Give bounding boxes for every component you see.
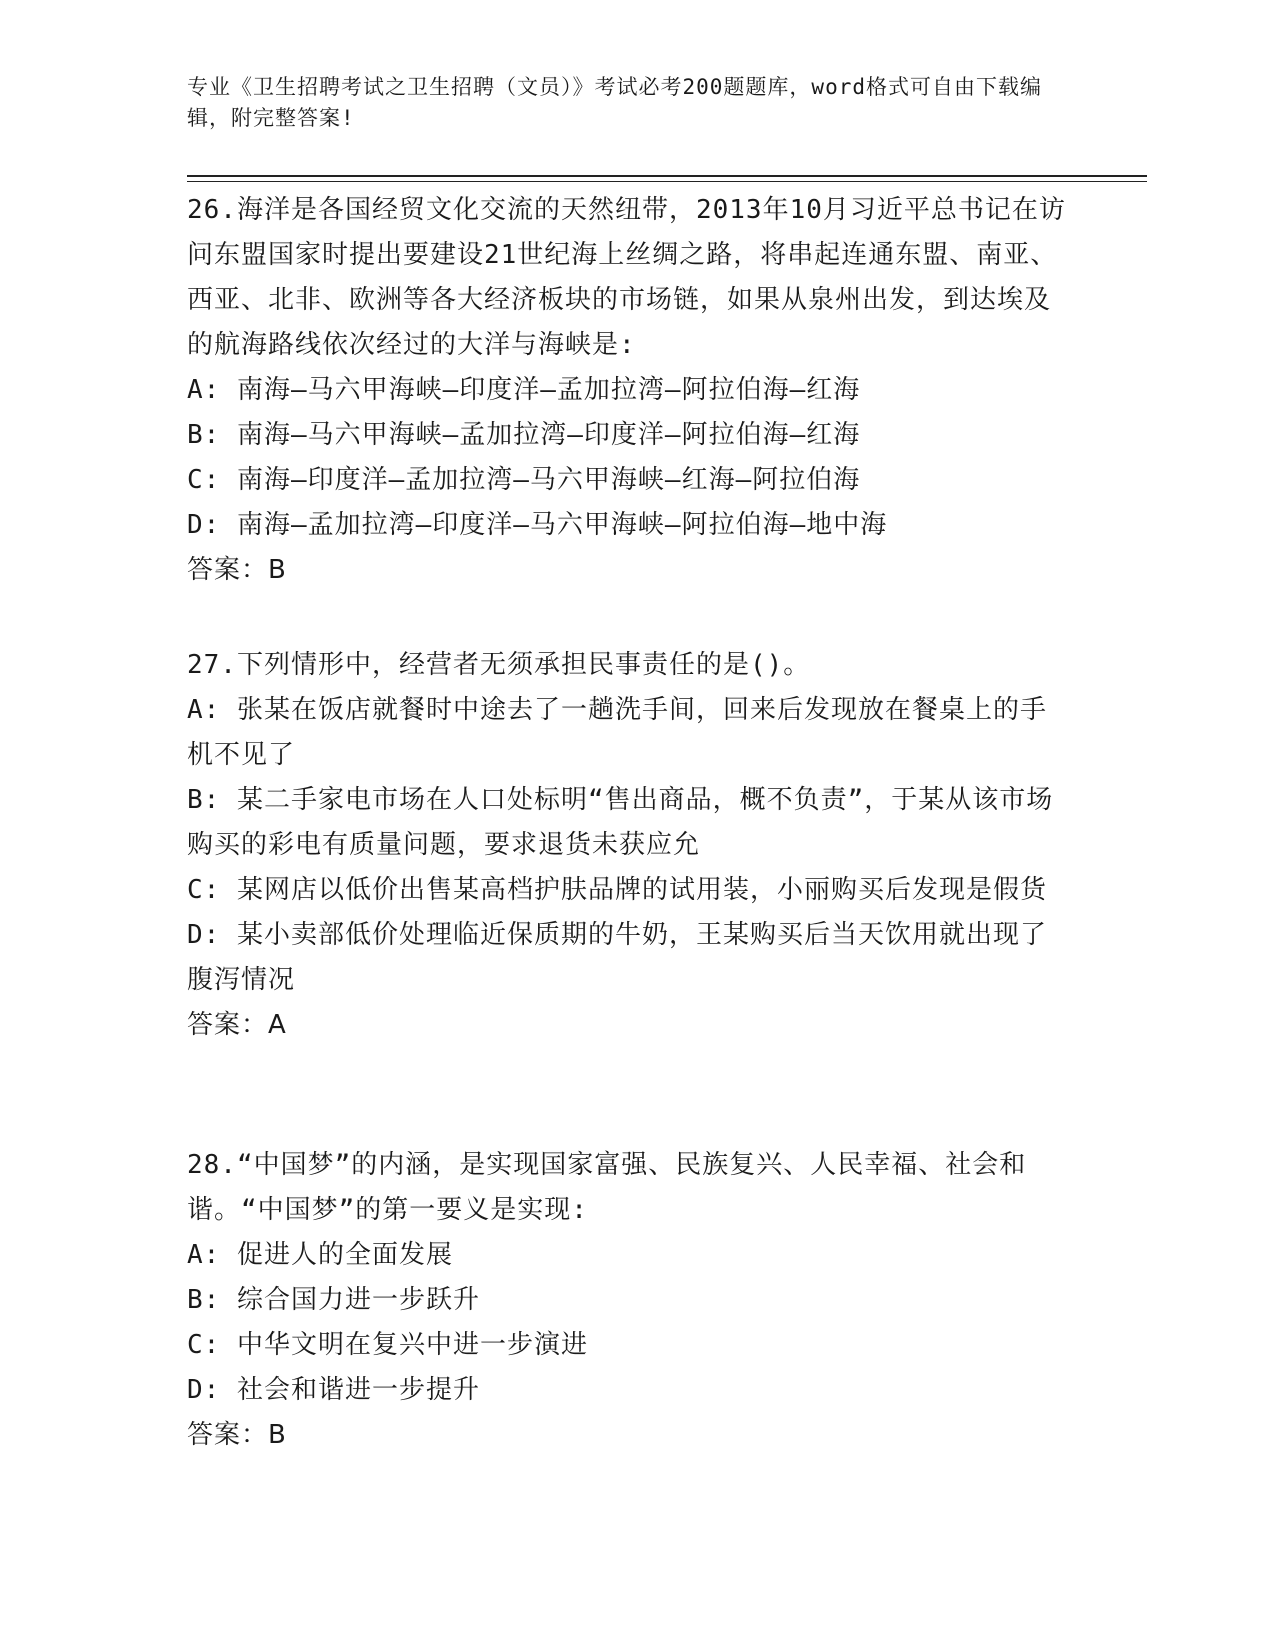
option-a: A: 张某在饭店就餐时中途去了一趟洗手间，回来后发现放在餐桌上的手机不见了 — [187, 695, 1047, 770]
question-27 — [187, 643, 1067, 1048]
option-a: A: 促进人的全面发展 — [187, 1240, 453, 1270]
option-c: C: 南海—印度洋—孟加拉湾—马六甲海峡—红海—阿拉伯海 — [187, 465, 861, 495]
option-d: D: 南海—孟加拉湾—印度洋—马六甲海峡—阿拉伯海—地中海 — [187, 510, 888, 540]
option-c: C: 某网店以低价出售某高档护肤品牌的试用装，小丽购买后发现是假货 — [187, 875, 1047, 905]
question-28 — [187, 1143, 1067, 1458]
answer: 答案：B — [187, 1420, 287, 1450]
option-b: B: 某二手家电市场在人口处标明“售出商品，概不负责”，于某从该市场购买的彩电有质量问题，要求退货未获应允 — [187, 785, 1054, 860]
document-header — [187, 72, 1067, 134]
option-a: A: 南海—马六甲海峡—印度洋—孟加拉湾—阿拉伯海—红海 — [187, 375, 861, 405]
header-text: 专业《卫生招聘考试之卫生招聘（文员）》考试必考200题题库，word格式可自由下载编辑，附完整答案! — [187, 75, 1042, 130]
question-stem: 27.下列情形中，经营者无须承担民事责任的是()。 — [187, 650, 811, 680]
question-stem: 28.“中国梦”的内涵，是实现国家富强、民族复兴、人民幸福、社会和谐。“中国梦”的第一要义是实现: — [187, 1150, 1027, 1225]
option-b: B: 综合国力进一步跃升 — [187, 1285, 480, 1315]
option-d: D: 社会和谐进一步提升 — [187, 1375, 480, 1405]
option-c: C: 中华文明在复兴中进一步演进 — [187, 1330, 588, 1360]
question-26 — [187, 188, 1067, 593]
question-stem: 26.海洋是各国经贸文化交流的天然纽带，2013年10月习近平总书记在访问东盟国家时提出要建设21世纪海上丝绸之路，将串起连通东盟、南亚、西亚、北非、欧洲等各大经济板块的市场链，如果从泉州出发，到达埃及的航海路线依次经过的大洋与海峡是: — [187, 195, 1066, 360]
option-d: D: 某小卖部低价处理临近保质期的牛奶，王某购买后当天饮用就出现了腹泻情况 — [187, 920, 1047, 995]
answer: 答案：B — [187, 555, 287, 585]
answer: 答案：A — [187, 1010, 287, 1040]
option-b: B: 南海—马六甲海峡—孟加拉湾—印度洋—阿拉伯海—红海 — [187, 420, 861, 450]
header-divider — [187, 175, 1147, 182]
